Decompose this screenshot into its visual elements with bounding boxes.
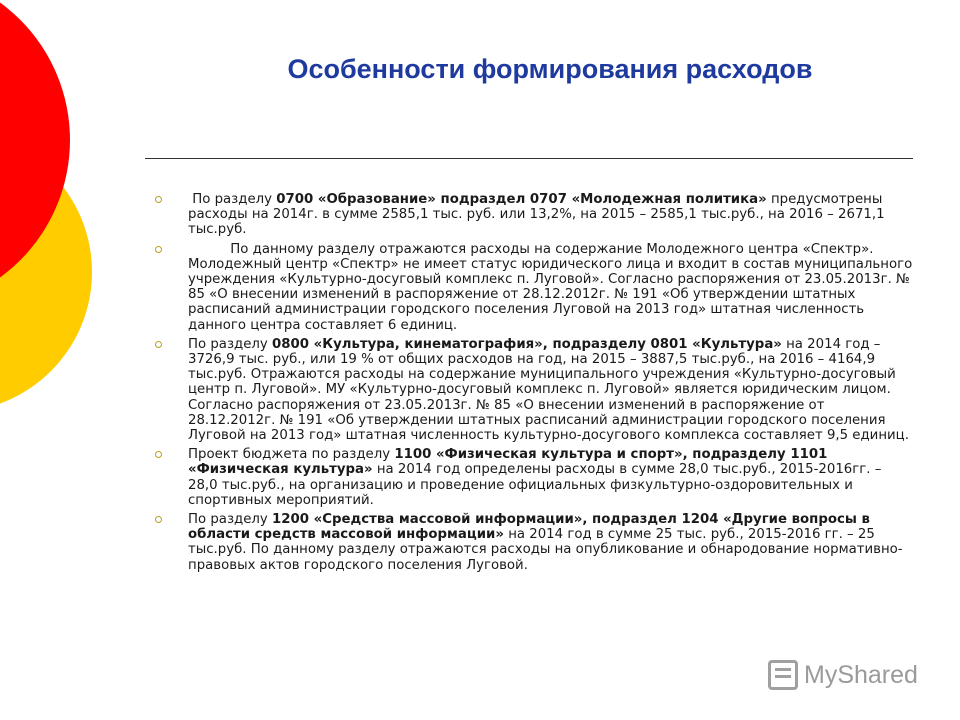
bullet-circle-icon [155, 451, 162, 458]
bullet-circle-icon [155, 196, 162, 203]
bullet-text: По разделу [192, 192, 277, 207]
bullet-item [155, 337, 915, 443]
bullet-item [155, 192, 915, 238]
bullet-text: По разделу [188, 336, 272, 352]
bullet-text: Проект бюджета по разделу [188, 447, 395, 463]
myshared-logo [768, 656, 918, 694]
title-divider [145, 158, 913, 159]
bullet-list [155, 192, 915, 577]
bullet-bold-text: 0700 «Образование» подраздел 0707 «Молодежная политика» [276, 192, 767, 207]
bullet-bold-text: 1200 «Средства массовой информации», подраздел 1204 «Другие вопросы в области средств массовой информации» [188, 512, 870, 543]
logo-text: MyShared [804, 660, 918, 689]
bullet-text: По данному разделу отражаются расходы на содержание Молодежного центра «Спектр». Молодежный центр «Спектр» не имеет статус юридического лица и входит в состав муниципального учреждения «Культурно-досуговый комплекс п. Луговой». Согласно распоряжения от 23.05.2013г. № 85 «О внесении изменений в распоряжение от 28.12.2012г. № 191 «Об утверждении штатных расписаний администрации городского поселения Луговой на 2013 год» штатная численность данного центра составляет 6 единиц. [188, 241, 913, 333]
bullet-text: предусмотрены расходы на 2014г. в сумме 2585,1 тыс. руб. или 13,2%, на 2015 – 2585,1 тыс.руб., на 2016 – 2671,1 тыс.руб. [188, 192, 885, 238]
bullet-bold-text: 0800 «Культура, кинематография», подразделу 0801 «Культура» [272, 336, 782, 352]
bullet-item [155, 512, 915, 573]
bullet-item [155, 447, 915, 508]
monitor-icon [768, 660, 798, 690]
bullet-text: на 2014 год определены расходы в сумме 28,0 тыс.руб., 2015-2016гг. – 28,0 тыс.руб., на организацию и проведение официальных физкультурно-оздоровительных и спортивных мероприятий. [188, 462, 882, 508]
bullet-text: По разделу [188, 512, 272, 528]
bullet-text: на 2014 год – 3726,9 тыс. руб., или 19 % от общих расходов на год, на 2015 – 3887,5 тыс.руб., на 2016 – 4164,9 тыс.руб. Отражаются расходы на содержание муниципального учреждения «Культурно-досуговый центр п. Луговой». МУ «Культурно-досуговый комплекс п. Луговой» является юридическим лицом. Согласно распоряжения от 23.05.2013г. № 85 «О внесении изменений в распоряжение от 28.12.2012г. № 191 «Об утверждении штатных расписаний администрации городского поселения Луговой на 2013 год» штатная численность культурно-досугового комплекса составляет 9,5 единиц. [188, 336, 909, 444]
bullet-circle-icon [155, 516, 162, 523]
bullet-bold-text: 1100 «Физическая культура и спорт», подразделу 1101 «Физическая культура» [188, 447, 828, 478]
bullet-circle-icon [155, 246, 162, 253]
bullet-text: на 2014 год в сумме 25 тыс. руб., 2015-2016 гг. – 25 тыс.руб. По данному разделу отражаются расходы на опубликование и обнародование нормативно-правовых актов городского поселения Луговой. [188, 527, 903, 573]
bullet-circle-icon [155, 341, 162, 348]
bullet-item [155, 242, 915, 333]
slide-title: Особенности формирования расходов [287, 54, 813, 84]
